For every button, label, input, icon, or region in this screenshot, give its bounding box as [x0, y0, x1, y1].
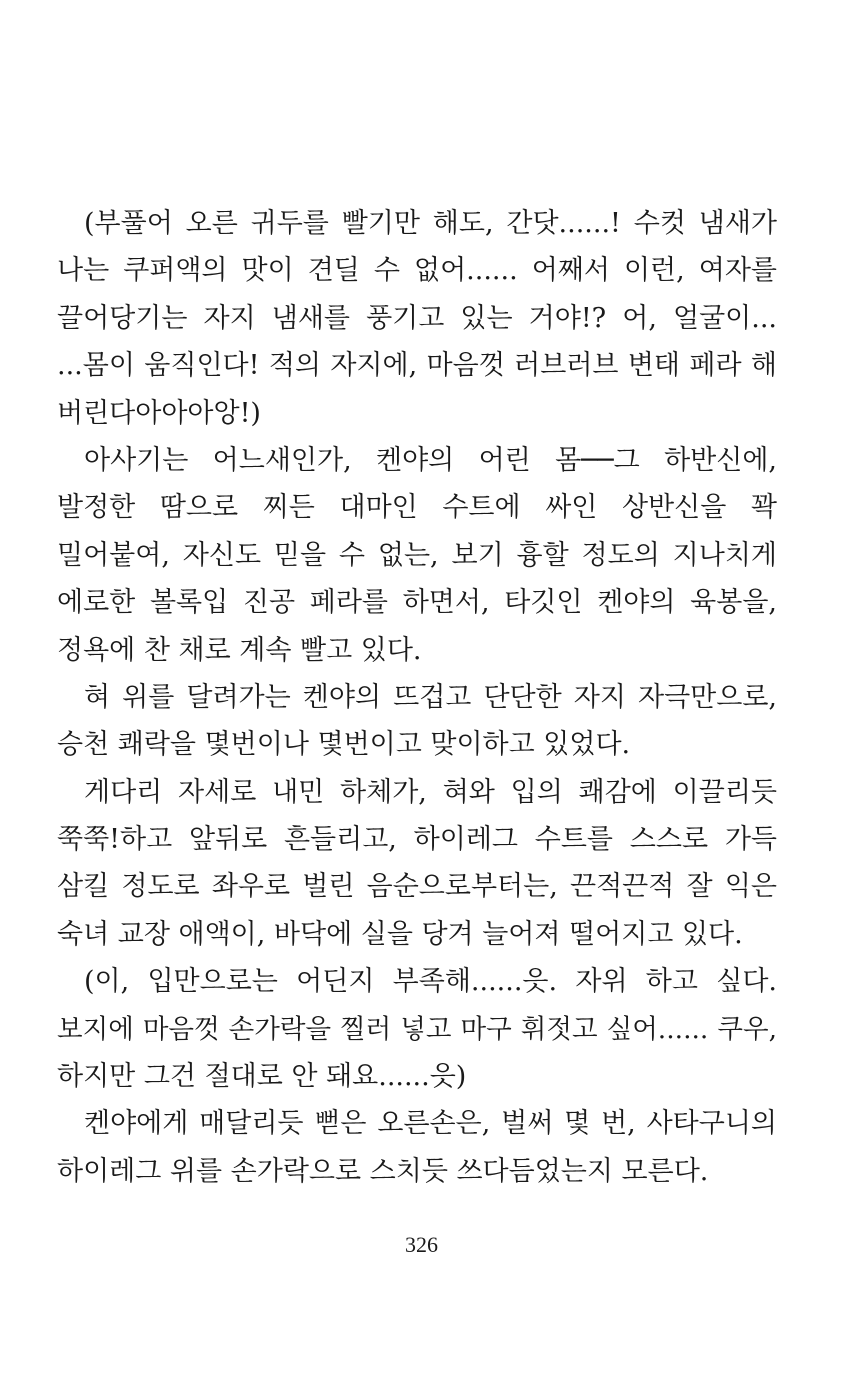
text-line: (이, 입만으로는 어딘지 부족해......읏. 자위 하고 싶다. — [84, 966, 777, 998]
text-line: 삼킬 정도로 좌우로 벌린 음순으로부터는, 끈적끈적 잘 익은 — [57, 871, 777, 903]
text-line: 하이레그 위를 손가락으로 스치듯 쓰다듬었는지 모른다. — [57, 1155, 709, 1187]
text-line: 아사기는 어느새인가, 켄야의 어린 몸──그 하반신에, — [84, 444, 777, 476]
text-line: 발정한 땀으로 찌든 대마인 수트에 싸인 상반신을 꽉 — [57, 492, 777, 524]
text-line: ...몸이 움직인다! 적의 자지에, 마음껏 러브러브 변태 페라 해 — [57, 350, 777, 382]
text-line: 승천 쾌락을 몇번이나 몇번이고 맞이하고 있었다. — [57, 729, 631, 761]
text-line: 숙녀 교장 애액이, 바닥에 실을 당겨 늘어져 떨어지고 있다. — [57, 918, 743, 950]
text-line: 보지에 마음껏 손가락을 찔러 넣고 마구 휘젓고 싶어...... 쿠우, — [57, 1013, 777, 1045]
text-line: 혀 위를 달려가는 켄야의 뜨겁고 단단한 자지 자극만으로, — [84, 681, 777, 713]
text-line: 쭉쭉!하고 앞뒤로 흔들리고, 하이레그 수트를 스스로 가득 — [57, 824, 777, 856]
text-line: 하지만 그건 절대로 안 돼요......읏) — [57, 1061, 467, 1093]
text-line: 에로한 볼록입 진공 페라를 하면서, 타깃인 켄야의 육봉을, — [57, 587, 777, 619]
body-text — [57, 200, 777, 1195]
page-number: 326 — [405, 1232, 438, 1257]
text-line: 밀어붙여, 자신도 믿을 수 없는, 보기 흉할 정도의 지나치게 — [57, 539, 777, 571]
text-line: 나는 쿠퍼액의 맛이 견딜 수 없어...... 어째서 이런, 여자를 — [57, 255, 777, 287]
text-line: 게다리 자세로 내민 하체가, 혀와 입의 쾌감에 이끌리듯 — [84, 776, 777, 808]
text-line: 버린다아아아앙!) — [57, 397, 261, 429]
text-line: 정욕에 찬 채로 계속 빨고 있다. — [57, 634, 422, 666]
text-line: (부풀어 오른 귀두를 빨기만 해도, 간닷......! 수컷 냄새가 — [84, 208, 777, 239]
text-line: 끌어당기는 자지 냄새를 풍기고 있는 거야!? 어, 얼굴이... — [57, 302, 777, 334]
text-line: 켄야에게 매달리듯 뻗은 오른손은, 벌써 몇 번, 사타구니의 — [84, 1108, 777, 1140]
